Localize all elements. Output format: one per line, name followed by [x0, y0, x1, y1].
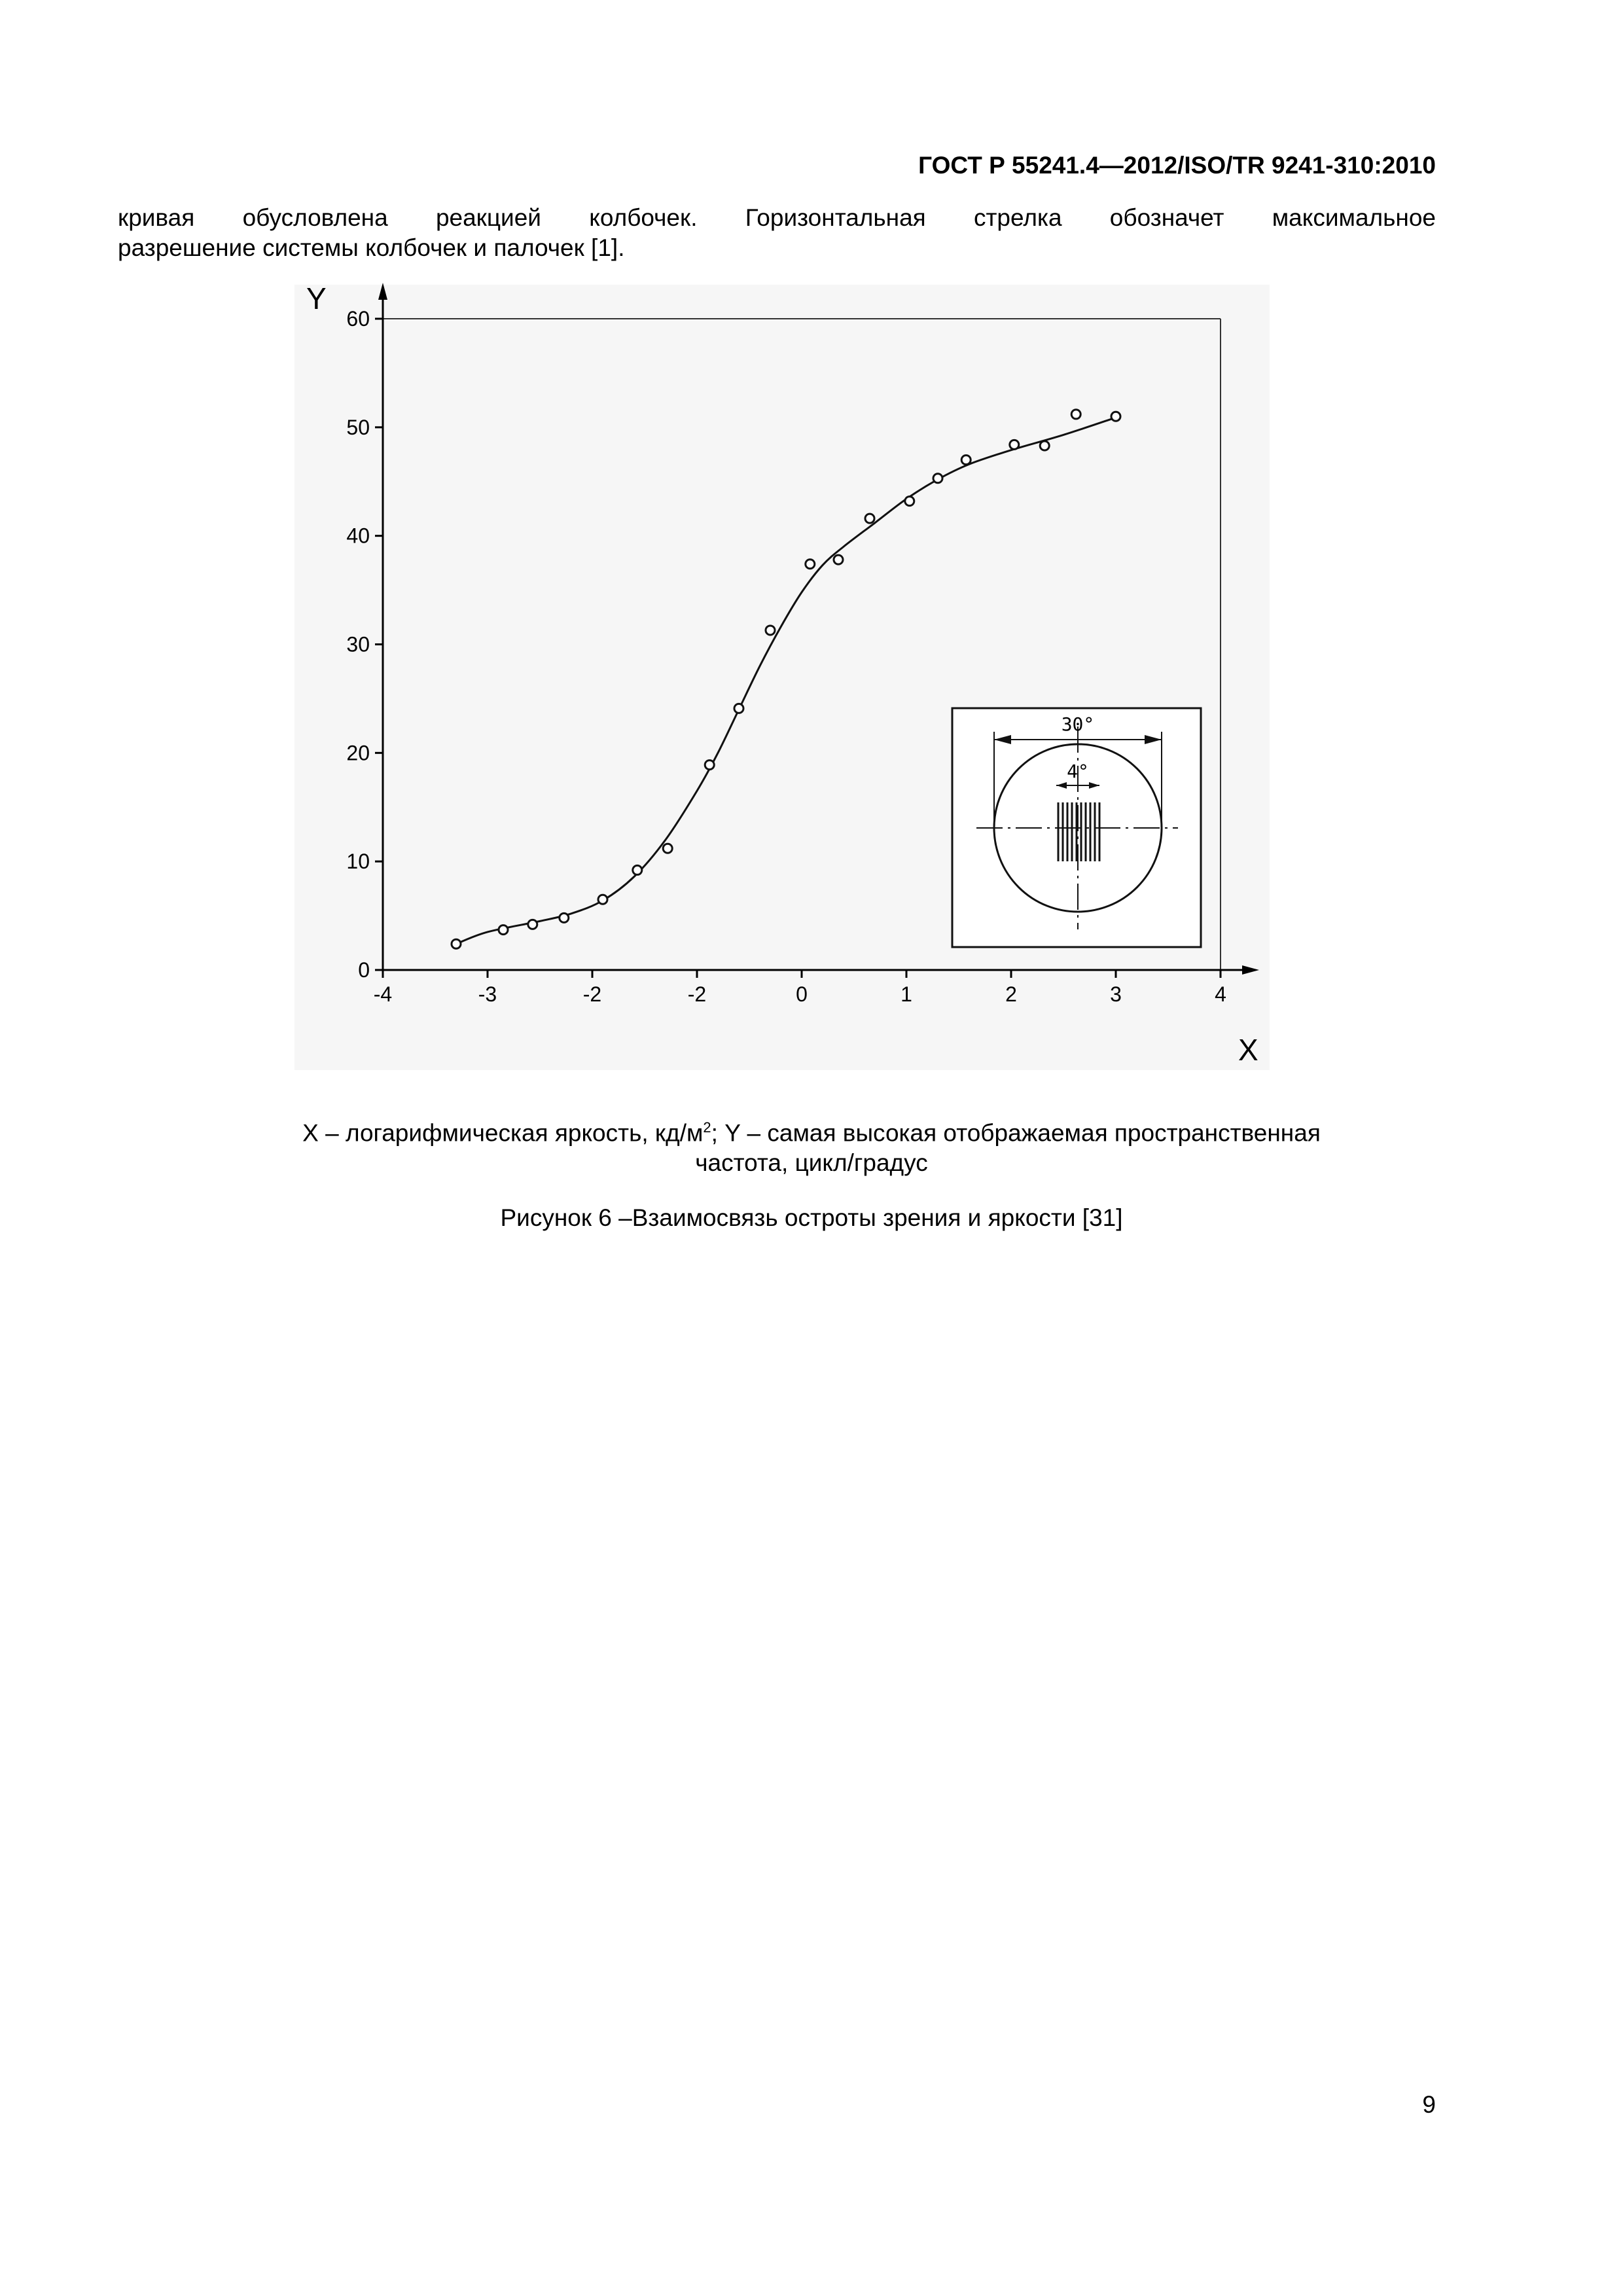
- figure-key-superscript: 2: [703, 1119, 711, 1136]
- data-point: [499, 925, 508, 935]
- document-header: ГОСТ Р 55241.4—2012/ISO/TR 9241-310:2010: [918, 152, 1436, 179]
- figure-key: [131, 1113, 1492, 1178]
- x-tick-label: -4: [373, 982, 393, 1006]
- page-number: 9: [1422, 2091, 1436, 2118]
- data-point: [598, 895, 607, 904]
- intro-word: реакцией: [435, 204, 541, 231]
- x-tick-label: 4: [1215, 982, 1226, 1006]
- data-point: [528, 920, 537, 929]
- data-point: [705, 761, 714, 770]
- x-tick-label: 3: [1110, 982, 1122, 1006]
- intro-word: обусловлена: [242, 204, 388, 231]
- figure-key-x-part: X – логарифмическая яркость, кд/м: [302, 1119, 704, 1147]
- data-point: [806, 560, 815, 569]
- figure-key-y-part: ; Y – самая высокая отображаемая пространственная: [711, 1119, 1321, 1147]
- data-point: [1071, 410, 1080, 419]
- intro-word: максимальное: [1272, 204, 1436, 231]
- x-tick-label: 1: [901, 982, 912, 1006]
- intro-line-2: разрешение системы колбочек и палочек [1].: [118, 234, 625, 261]
- y-tick-label: 20: [346, 741, 370, 765]
- y-axis-arrow-icon: [378, 283, 387, 300]
- inset-inner-angle-label: 4°: [1067, 761, 1089, 782]
- inset-outer-angle-label: 30°: [1061, 713, 1095, 735]
- y-axis-label: Y: [306, 281, 327, 315]
- figure-key-line-2: частота, цикл/градус: [695, 1149, 928, 1177]
- y-tick-label: 50: [346, 415, 370, 439]
- luminance-acuity-chart: [0, 0, 1623, 1113]
- x-axis-arrow-icon: [1242, 965, 1259, 975]
- y-tick-label: 60: [346, 307, 370, 331]
- y-tick-label: 30: [346, 632, 370, 656]
- data-point: [766, 626, 775, 635]
- data-point: [834, 555, 843, 564]
- x-tick-label: -2: [582, 982, 602, 1006]
- x-tick-label: 2: [1005, 982, 1017, 1006]
- data-point: [865, 514, 874, 523]
- x-tick-label: -3: [478, 982, 497, 1006]
- data-point: [560, 913, 569, 922]
- data-point: [1040, 441, 1049, 450]
- data-point: [1111, 412, 1120, 421]
- y-tick-label: 40: [346, 524, 370, 548]
- data-point: [452, 939, 461, 948]
- data-point: [961, 456, 971, 465]
- data-point: [734, 704, 743, 713]
- figure-caption: Рисунок 6 –Взаимосвязь остроты зрения и яркости [31]: [500, 1204, 1123, 1231]
- figure-key-line-1: [131, 1113, 1492, 1148]
- data-point: [905, 497, 914, 506]
- data-point: [633, 865, 642, 874]
- intro-word: обозначет: [1109, 204, 1224, 231]
- y-tick-label: 0: [358, 958, 370, 982]
- intro-word: Горизонтальная: [745, 204, 926, 231]
- x-tick-label: -2: [687, 982, 707, 1006]
- intro-word: стрелка: [973, 204, 1062, 231]
- data-point: [933, 474, 942, 483]
- intro-word: кривая: [118, 204, 195, 231]
- data-point: [1010, 440, 1019, 449]
- y-axis-ticks: [346, 307, 383, 982]
- data-point: [663, 844, 672, 853]
- y-tick-label: 10: [346, 850, 370, 874]
- intro-word: колбочек.: [589, 204, 698, 231]
- x-axis-ticks: [374, 970, 1226, 1006]
- stimulus-inset: [952, 708, 1201, 947]
- x-tick-label: 0: [796, 982, 808, 1006]
- x-axis-label: X: [1238, 1033, 1258, 1067]
